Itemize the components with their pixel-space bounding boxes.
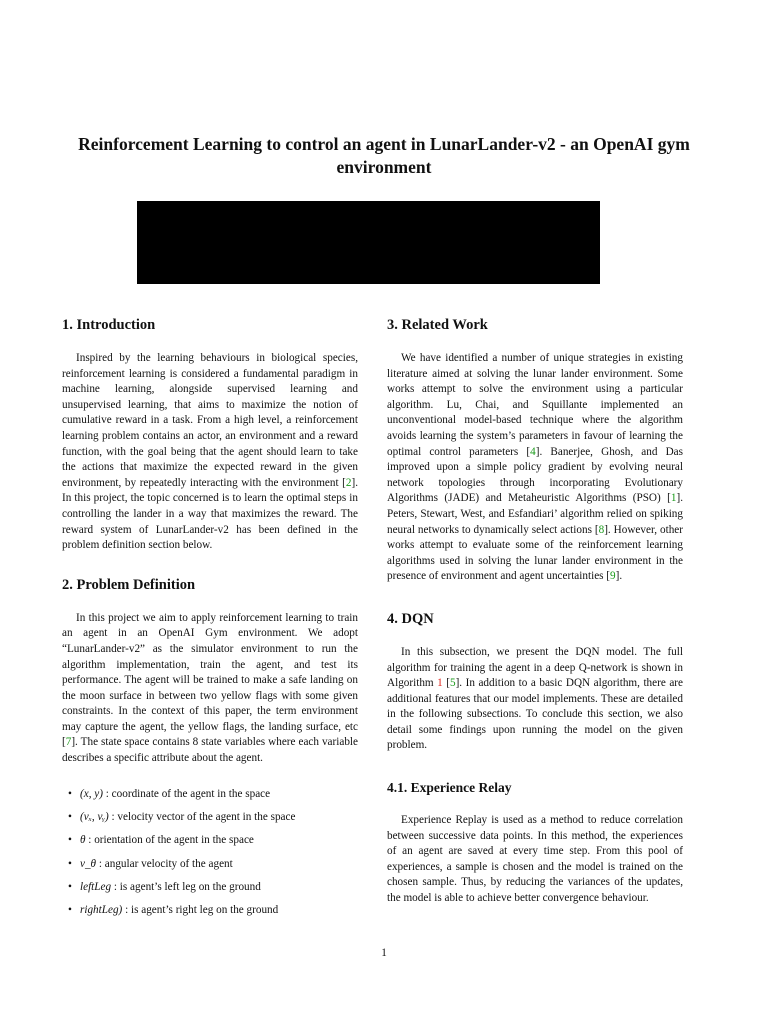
citation-link[interactable]: 8	[598, 523, 605, 536]
state-variable-list	[62, 787, 358, 918]
algorithm-ref-link[interactable]: 1	[437, 677, 443, 690]
section-problem-definition	[62, 576, 358, 918]
list-item: • rightLeg) : is agent’s right leg on the ground	[62, 903, 358, 918]
paper-title: Reinforcement Learning to control an agent in LunarLander-v2 - an OpenAI gym environment	[78, 134, 690, 177]
section-introduction	[62, 316, 358, 554]
list-item: • v_θ : angular velocity of the agent	[62, 857, 358, 872]
section-heading: 1. Introduction	[62, 317, 156, 333]
section-experience-replay	[387, 779, 683, 907]
paragraph: Experience Replay is used as a method to reduce correlation between successive data points. In this method, the experiences of an agent are saved at every time step. From this pool of experiences, a sample is chosen and the model is trained on the chosen sample. Thus, by reducing the variances of the updates, the model is able to achieve better convergence behaviour.	[387, 814, 683, 905]
right-column	[387, 316, 683, 929]
paragraph: In this subsection, we present the DQN model. The full algorithm for training the agent in a deep Q-network is shown in Algorithm 1 [5]. In addition to a basic DQN algorithm, there are additional features that our model implements. These are detailed in the following subsections. To conclude this section, we also detail some findings upon running the model on the given problem.	[387, 645, 683, 752]
paragraph: In this project we aim to apply reinforcement learning to train an agent in an OpenAI Gym environment. We adopt “LunarLander-v2” as the simulator environment to run the algorithm implementation, train the agent, and test its performance. The agent will be trained to make a safe landing on the moon surface in between two yellow flags with some given constraints. In the context of this paper, the term environment may capture the agent, the yellow flags, the landing surface, etc [7]. The state space contains 8 state variables where each variable describes a specific attribute about the agent.	[62, 611, 358, 765]
page-number: 1	[381, 947, 387, 959]
paragraph: We have identified a number of unique strategies in existing literature aimed at solving the lunar lander environment. Some works attempt to solve the environment using a particular algorithm. Lu, Chai, and Squillante implemented an unconventional model-based technique where the algorithm avoids learning the system’s parameters in favour of learning the optimal control parameters [4]. Banerjee, Ghosh, and Das improved upon a simple policy gradient by evolving neural network topologies through incorporating Evolutionary Algorithms (JADE) and Metaheuristic Algorithms (PSO) [1]. Peters, Stewart, West, and Esfandiari’ algorithm relied on spiking neural networks to dynamically select actions [8]. However, other works attempt to evaluate some of the reinforcement learning algorithms used in solving the lunar lander environment in the presence of environment and agent uncertainties [9].	[387, 352, 683, 583]
citation-link[interactable]: 4	[530, 445, 536, 458]
section-heading: 2. Problem Definition	[62, 576, 196, 593]
citation-link[interactable]: 7	[65, 736, 72, 749]
paragraph: Inspired by the learning behaviours in biological species, reinforcement learning is considered a fundamental paradigm in machine learning, alongside supervised learning and unsupervised learning, that aims to maximize the notion of cumulative reward in a task. From a high level, a reinforcement learning problem contains an actor, an environment and a reward function, with the goal being that the agent should learn to take the actions that maximize the expected reward in the given environment, by repeatedly interacting with the environment [2]. In this project, the topic concerned is to learn the optimal steps in controlling the lander in a way that maximizes the reward. The reward system of LunarLander-v2 has been defined in the problem definition section below.	[62, 352, 358, 552]
citation-link[interactable]: 1	[670, 492, 677, 505]
section-heading: 3. Related Work	[387, 317, 488, 333]
section-related-work	[387, 316, 683, 585]
list-item: • (x, y) : coordinate of the agent in the space	[62, 787, 358, 802]
list-item: • leftLeg : is agent’s left leg on the ground	[62, 880, 358, 895]
left-column	[62, 316, 358, 940]
list-item: • (vₓ, vᵧ) : velocity vector of the agent in the space	[62, 810, 358, 825]
citation-link[interactable]: 9	[610, 570, 616, 583]
subsection-heading: 4.1. Experience Relay	[387, 780, 512, 796]
section-dqn	[387, 610, 683, 754]
redacted-author-block	[137, 201, 600, 284]
section-heading: 4. DQN	[387, 610, 434, 627]
citation-link[interactable]: 5	[449, 677, 456, 690]
list-item: • θ : orientation of the agent in the space	[62, 833, 358, 848]
citation-link[interactable]: 2	[345, 476, 352, 489]
